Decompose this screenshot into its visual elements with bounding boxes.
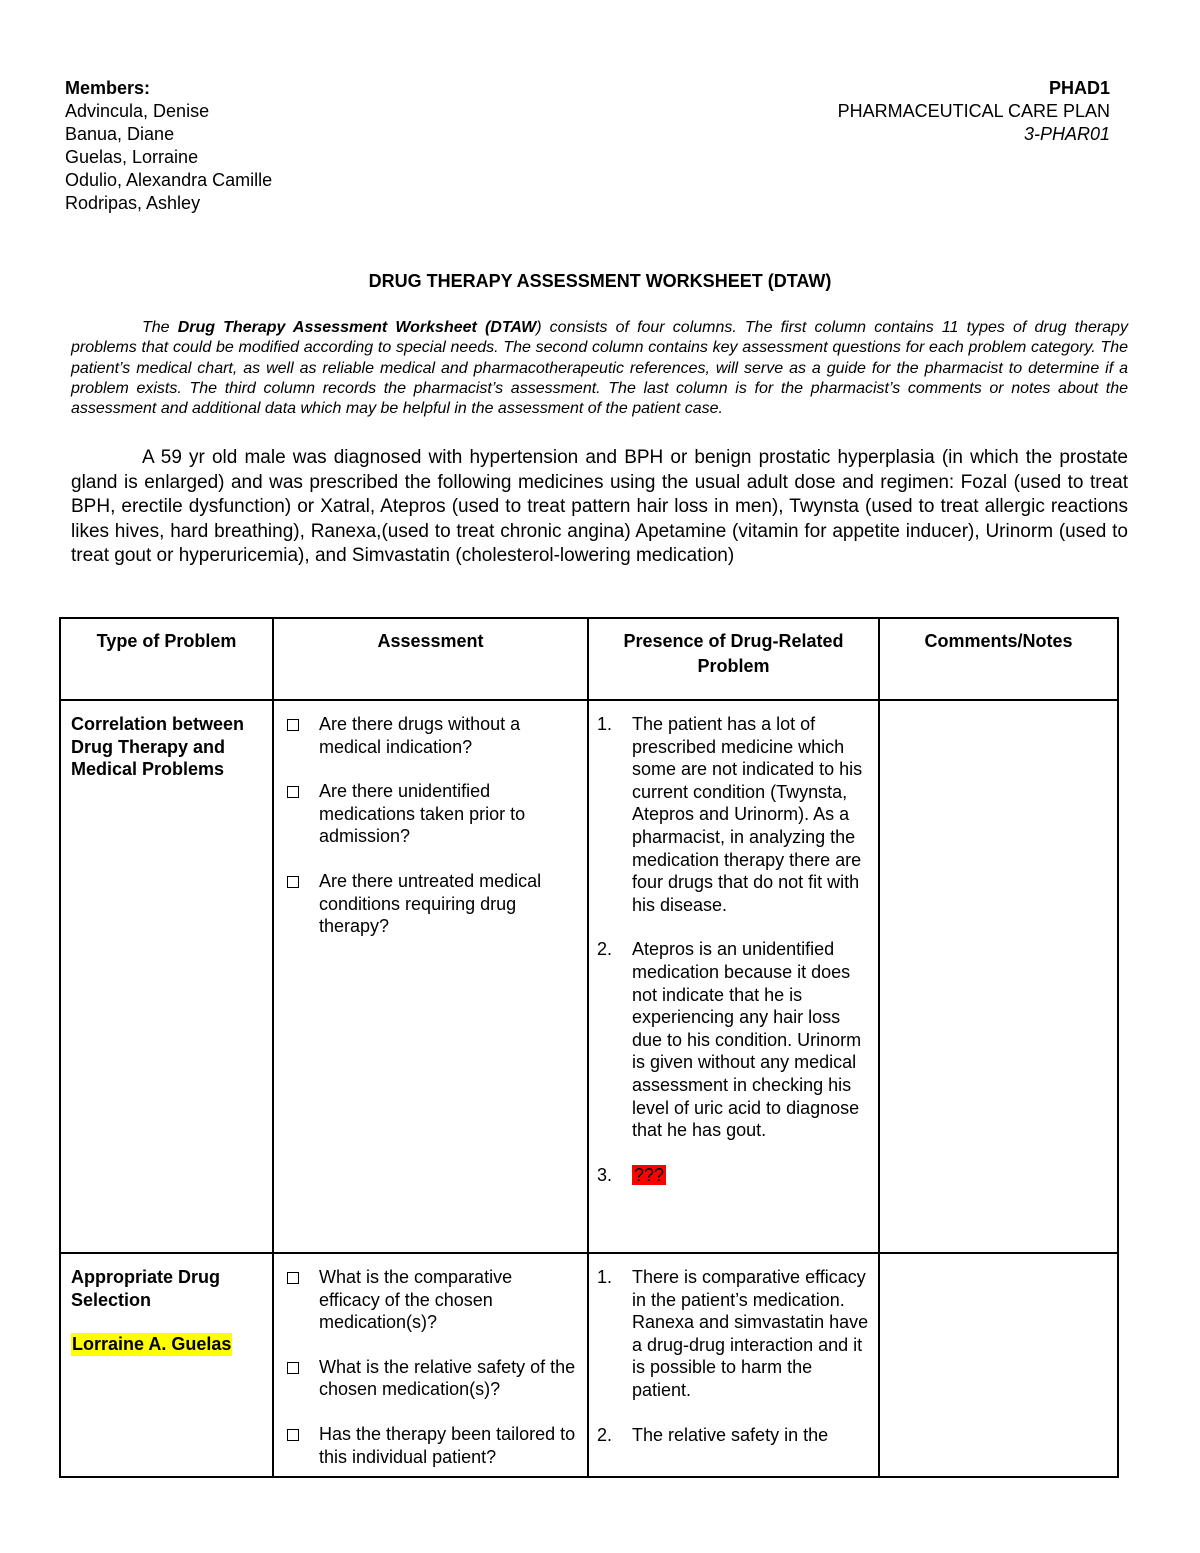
intro-bold: Drug Therapy Assessment Worksheet (DTAW	[177, 319, 537, 336]
comments-cell	[879, 700, 1118, 1253]
course-title: PHARMACEUTICAL CARE PLAN	[837, 101, 1110, 121]
checklist-item	[284, 1266, 577, 1334]
item-text: The patient has a lot of prescribed medicine which some are not indicated to his current condition (Twynsta, Atepros and Urinorm). As a pharmacist, in analyzing the medication therapy there are four drugs that do not fit with his disease.	[632, 714, 863, 915]
checklist-text: Are there untreated medical conditions requiring drug therapy?	[319, 870, 542, 937]
checklist-text: Are there unidentified medications taken prior to admission?	[319, 781, 526, 847]
table-row	[60, 1253, 1118, 1477]
numbered-item	[597, 1266, 870, 1402]
member-name: Odulio, Alexandra Camille	[65, 170, 273, 190]
members-label: Members:	[65, 78, 151, 98]
checklist-item	[284, 713, 577, 758]
presence-cell	[588, 1253, 879, 1477]
problem-label: Appropriate Drug Selection	[71, 1267, 221, 1310]
case-paragraph: A 59 yr old male was diagnosed with hypertension and BPH or benign prostatic hyperplasia (in which the prostate gland is enlarged) and was prescribed the following medicines using the usual adult dose and regimen: Fozal (used to treat BPH, erectile dysfunction) or Xatral, Atepros (used to treat pattern hair loss in men), Twynsta (used to treat allergic reactions likes hives, hard breathing), Ranexa,(used to treat chronic angina) Apetamine (vitamin for appetite inducer), Urinorm (used to treat gout or hyperuricemia), and Simvastatin (cholesterol-lowering medication)	[71, 447, 1128, 567]
assessment-cell	[273, 1253, 588, 1477]
header-comments: Comments/Notes	[879, 618, 1118, 700]
members-block	[65, 77, 272, 215]
comments-cell	[879, 1253, 1118, 1477]
problem-label: Correlation between Drug Therapy and Medical Problems	[71, 714, 245, 779]
flagged-placeholder: ???	[634, 1164, 665, 1185]
header-presence: Presence of Drug-Related Problem	[588, 618, 879, 700]
checkbox-icon	[287, 1272, 299, 1284]
intro-paragraph	[71, 318, 1128, 419]
numbered-item	[597, 1164, 870, 1187]
checkbox-icon	[287, 1362, 299, 1374]
checkbox-icon	[287, 876, 299, 888]
numbered-item	[597, 1424, 870, 1447]
item-number: 1.	[597, 1267, 613, 1287]
member-name: Guelas, Lorraine	[65, 147, 199, 167]
problem-cell	[60, 700, 273, 1253]
numbered-item	[597, 938, 870, 1141]
dtaw-table	[59, 617, 1119, 1478]
numbered-item	[597, 713, 870, 916]
section-code: 3-PHAR01	[1023, 124, 1110, 144]
checkbox-icon	[287, 719, 299, 731]
table-row	[60, 700, 1118, 1253]
checklist-text: What is the relative safety of the chosen medication(s)?	[319, 1356, 576, 1400]
member-name: Rodripas, Ashley	[65, 193, 201, 213]
table-header-row	[60, 618, 1118, 700]
member-name: Banua, Diane	[65, 124, 175, 144]
header-type-of-problem: Type of Problem	[60, 618, 273, 700]
item-text: Atepros is an unidentified medication because it does not indicate that he is experiencing any hair loss due to his condition. Urinorm is given without any medical assessment in checking his level of uric acid to diagnose that he has gout.	[632, 939, 862, 1141]
item-number: 2.	[597, 1424, 613, 1445]
checklist-text: Are there drugs without a medical indication?	[319, 714, 521, 757]
checkbox-icon	[287, 786, 299, 798]
checklist-text: What is the comparative efficacy of the chosen medication(s)?	[319, 1267, 513, 1333]
checklist-text: Has the therapy been tailored to this individual patient?	[319, 1423, 576, 1467]
item-text: The relative safety in the	[632, 1424, 829, 1445]
document-title: DRUG THERAPY ASSESSMENT WORKSHEET (DTAW)	[368, 271, 832, 291]
course-block	[838, 77, 1110, 146]
assignee-highlight: Lorraine A. Guelas	[72, 1334, 232, 1354]
problem-cell	[60, 1253, 273, 1477]
presence-cell	[588, 700, 879, 1253]
intro-rest: ) consists of four columns. The first column contains 11 types of drug therapy problems that could be modified according to special needs. The second column contains key assessment questions for each problem category. The patient’s medical chart, as well as reliable medical and pharmacotherapeutic references, will serve as a guide for the pharmacist to determine if a problem exists. The third column records the pharmacist’s assessment. The last column is for the pharmacist’s comments or notes about the assessment and additional data which may be helpful in the assessment of the patient case.	[71, 319, 1129, 418]
checklist-item	[284, 1423, 577, 1468]
item-number: 1.	[597, 714, 613, 734]
member-name: Advincula, Denise	[65, 101, 210, 121]
item-number: 3.	[597, 1164, 613, 1185]
course-code: PHAD1	[1048, 78, 1110, 98]
item-number: 2.	[597, 939, 613, 960]
assessment-cell	[273, 700, 588, 1253]
checklist-item	[284, 780, 577, 848]
item-text: There is comparative efficacy in the patient’s medication. Ranexa and simvastatin have a drug-drug interaction and it is possible to harm the patient.	[632, 1267, 869, 1400]
checkbox-icon	[287, 1429, 299, 1441]
checklist-item	[284, 1356, 577, 1401]
header-assessment: Assessment	[273, 618, 588, 700]
intro-lead: The	[142, 319, 178, 336]
checklist-item	[284, 870, 577, 938]
